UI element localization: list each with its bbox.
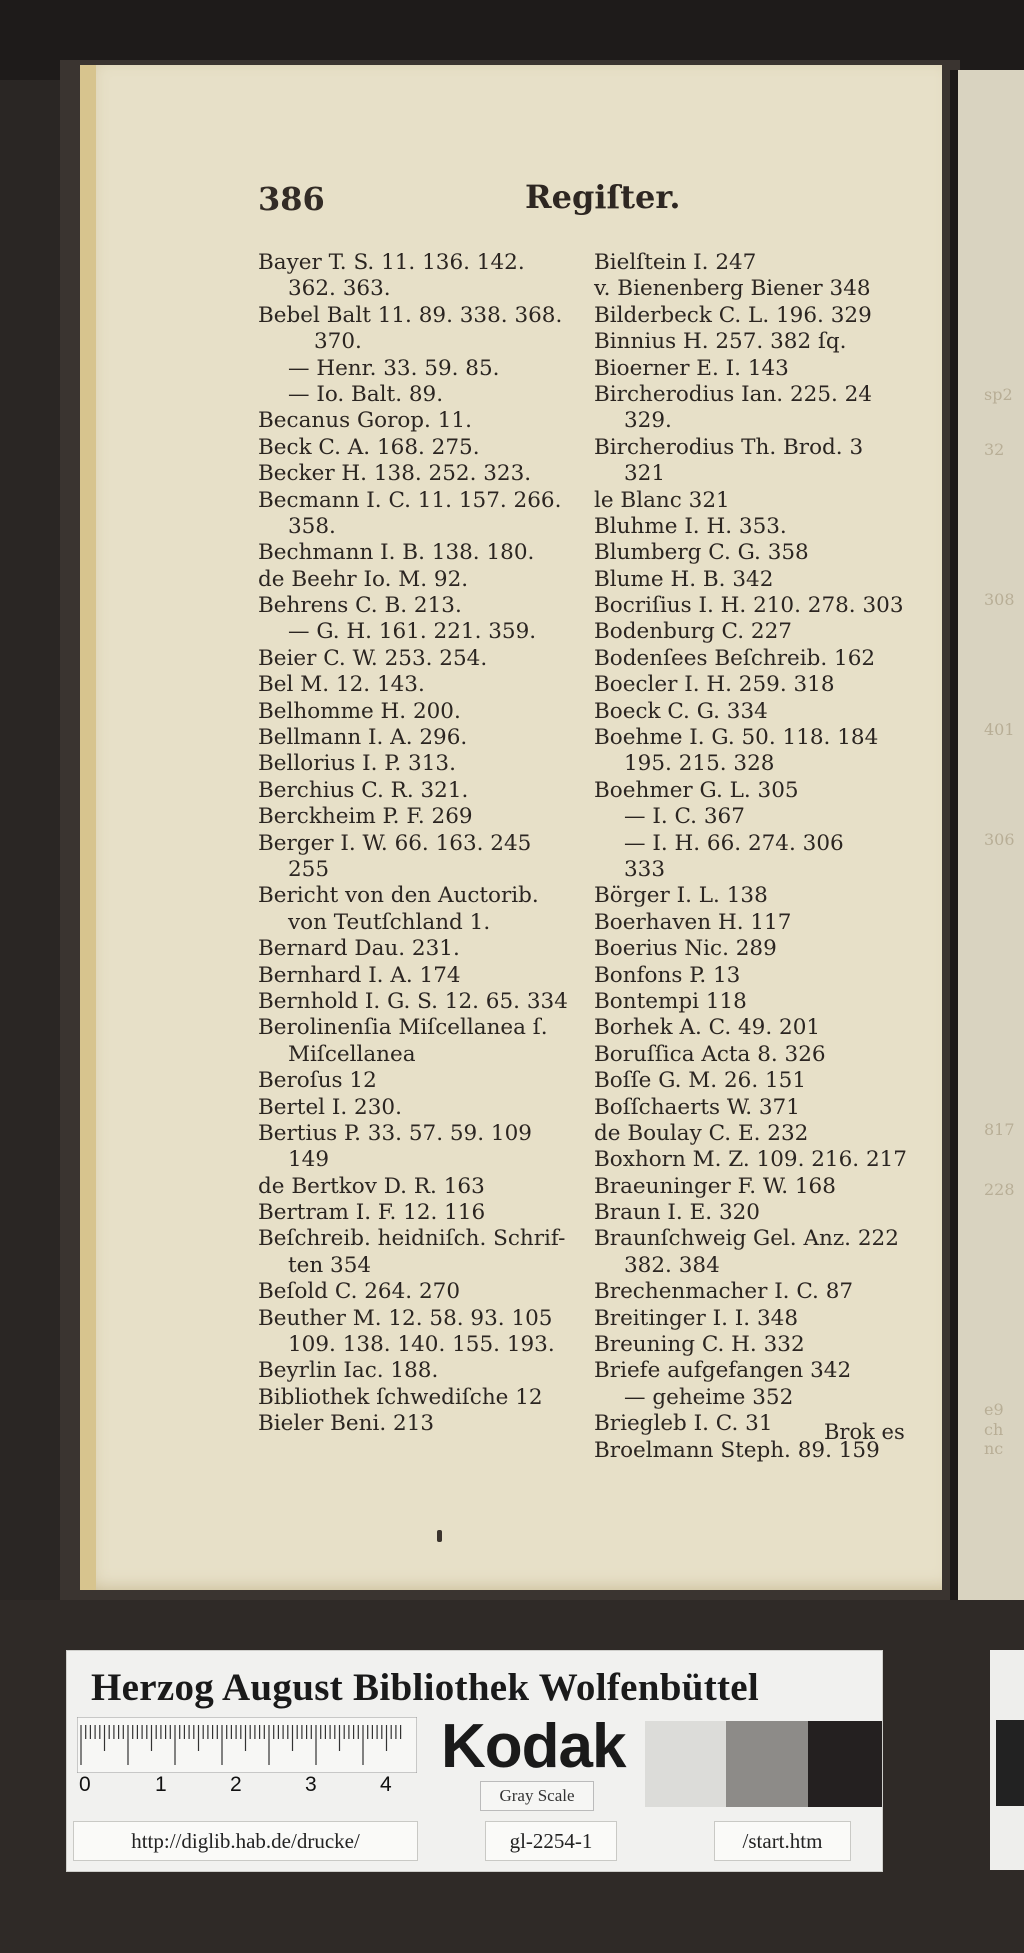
index-entry: Bioerner E. I. 143	[594, 355, 789, 381]
index-entry: le Blanc 321	[594, 487, 730, 513]
gray-swatch-dark	[996, 1720, 1024, 1806]
index-entry: Beroſus 12	[258, 1068, 377, 1094]
index-entry: 329.	[624, 408, 672, 434]
index-entry: de Bertkov D. R. 163	[258, 1173, 485, 1199]
index-entry: Bodenburg C. 227	[594, 619, 792, 645]
index-entry: Boehme I. G. 50. 118. 184	[594, 725, 879, 751]
index-entry: Berolinenſia Miſcellanea ſ.	[258, 1015, 548, 1041]
index-entry: Broelmann Steph. 89. 159	[594, 1437, 880, 1463]
index-entry: Berchius C. R. 321.	[258, 777, 469, 803]
ghost-text: 817	[984, 1120, 1015, 1139]
index-entry: Boeck C. G. 334	[594, 698, 768, 724]
index-entry: Bibliothek ſchwediſche 12	[258, 1384, 543, 1410]
index-entry: Blumberg C. G. 358	[594, 540, 809, 566]
gray-swatch-light	[645, 1721, 726, 1807]
index-entry: Beſchreib. heidniſch. Schrif-	[258, 1226, 566, 1252]
index-entry: — G. H. 161. 221. 359.	[288, 619, 537, 645]
index-entry: Boſſe G. M. 26. 151	[594, 1068, 807, 1094]
index-entry: Bayer T. S. 11. 136. 142.	[258, 250, 525, 275]
ghost-text: e9	[984, 1400, 1004, 1419]
index-entry: Bodenſees Beſchreib. 162	[594, 645, 876, 671]
index-entry: — Henr. 33. 59. 85.	[288, 355, 500, 381]
index-entry: — Io. Balt. 89.	[288, 381, 444, 407]
index-entry: 358.	[288, 513, 336, 539]
page-gutter	[950, 70, 958, 1600]
index-entry: Bircherodius Ian. 225. 24	[594, 381, 873, 407]
index-entry: 109. 138. 140. 155. 193.	[288, 1332, 555, 1358]
index-entry: Beſold C. 264. 270	[258, 1279, 460, 1305]
page-number: 386	[258, 180, 325, 218]
index-entry: Boerhaven H. 117	[594, 909, 792, 935]
ghost-text: 306	[984, 830, 1015, 849]
ruler-number: 1	[155, 1773, 167, 1796]
index-entry: Bertel I. 230.	[258, 1094, 402, 1120]
index-entry: Bellorius I. P. 313.	[258, 751, 456, 777]
page-title: Regiſter.	[525, 178, 681, 216]
index-entry: Bertius P. 33. 57. 59. 109	[258, 1120, 532, 1146]
ghost-text: sp2	[984, 385, 1013, 404]
adjacent-page-strip	[950, 70, 1024, 1600]
index-entry: Borhek A. C. 49. 201	[594, 1015, 821, 1041]
index-entry: — geheime 352	[624, 1384, 794, 1410]
index-entry: Beck C. A. 168. 275.	[258, 434, 480, 460]
index-entry: Bernhard I. A. 174	[258, 962, 461, 988]
url-base: http://diglib.hab.de/drucke/	[73, 1821, 418, 1861]
index-entry: 362. 363.	[288, 276, 391, 302]
index-entry: Bilderbeck C. L. 196. 329	[594, 302, 872, 328]
index-entry: — I. C. 367	[624, 804, 745, 830]
ink-mark	[437, 1530, 442, 1542]
index-entry: Bontempi 118	[594, 988, 747, 1014]
index-entry: Briefe aufgefangen 342	[594, 1358, 852, 1384]
ghost-text: 308	[984, 590, 1015, 609]
ruler-number: 4	[380, 1773, 392, 1796]
index-entry: Becmann I. C. 11. 157. 266.	[258, 487, 562, 513]
index-entry: 149	[288, 1147, 330, 1173]
index-entry: Bieler Beni. 213	[258, 1411, 435, 1437]
index-entry: Boecler I. H. 259. 318	[594, 672, 835, 698]
index-entry: Bellmann I. A. 296.	[258, 725, 468, 751]
index-entry: Binnius H. 257. 382 ſq.	[594, 329, 847, 355]
index-entry: Boſſchaerts W. 371	[594, 1094, 800, 1120]
ruler-number: 3	[305, 1773, 317, 1796]
index-entry: Bertram I. F. 12. 116	[258, 1200, 486, 1226]
gray-scale-label: Gray Scale	[480, 1781, 594, 1811]
index-entry: Bocriſius I. H. 210. 278. 303	[594, 593, 904, 619]
index-entry: 255	[288, 856, 330, 882]
index-entry: Braun I. E. 320	[594, 1200, 760, 1226]
index-entry: Briegleb I. C. 31	[594, 1411, 773, 1437]
index-entry: — I. H. 66. 274. 306	[624, 830, 844, 856]
index-entry: Boerius Nic. 289	[594, 936, 777, 962]
color-target-card	[66, 1650, 883, 1872]
index-entry: 370.	[314, 329, 362, 355]
index-entry: Breuning C. H. 332	[594, 1332, 805, 1358]
index-entry: Bluhme I. H. 353.	[594, 513, 787, 539]
library-name: Herzog August Bibliothek Wolfenbüttel	[91, 1666, 760, 1709]
index-entry: Belhomme H. 200.	[258, 698, 461, 724]
index-entry: Bernard Dau. 231.	[258, 936, 460, 962]
index-entry: Beuther M. 12. 58. 93. 105	[258, 1305, 553, 1331]
index-entry: Blume H. B. 342	[594, 566, 774, 592]
index-entry: de Beehr Io. M. 92.	[258, 566, 469, 592]
index-entry: 333	[624, 856, 666, 882]
index-entry: Bircherodius Th. Brod. 3	[594, 434, 864, 460]
ghost-text: 228	[984, 1180, 1015, 1199]
ghost-text: ch nc	[984, 1420, 1004, 1458]
index-entry: Bonfons P. 13	[594, 962, 741, 988]
index-entry: Beier C. W. 253. 254.	[258, 645, 488, 671]
index-entry: Berger I. W. 66. 163. 245	[258, 830, 532, 856]
index-entry: Bericht von den Auctorib.	[258, 883, 539, 909]
index-entry: 321	[624, 461, 666, 487]
index-entry: Brechenmacher I. C. 87	[594, 1279, 854, 1305]
index-entry: v. Bienenberg Biener 348	[594, 276, 871, 302]
index-entry: Miſcellanea	[288, 1041, 416, 1067]
url-shelfmark: gl-2254-1	[485, 1821, 617, 1861]
index-entry: 195. 215. 328	[624, 751, 775, 777]
ghost-text: 32	[984, 440, 1005, 459]
adjacent-target-card	[990, 1650, 1024, 1870]
ghost-text: 401	[984, 720, 1015, 739]
page-binding-edge	[80, 65, 96, 1590]
index-entry: Bernhold I. G. S. 12. 65. 334	[258, 988, 568, 1014]
gray-swatch-dark	[808, 1721, 882, 1807]
index-entry: Breitinger I. I. 348	[594, 1305, 798, 1331]
index-entry: Bel M. 12. 143.	[258, 672, 425, 698]
catchword: Brok es	[824, 1420, 905, 1444]
index-entry: ten 354	[288, 1252, 372, 1278]
index-entry: Boruſſica Acta 8. 326	[594, 1041, 826, 1067]
index-entry: Börger I. L. 138	[594, 883, 768, 909]
url-start: /start.htm	[714, 1821, 851, 1861]
ruler-scale	[77, 1717, 417, 1773]
index-entry: Bebel Balt 11. 89. 338. 368.	[258, 302, 563, 328]
ruler-number: 2	[230, 1773, 242, 1796]
index-entry: Braeuninger F. W. 168	[594, 1173, 836, 1199]
index-entry: Berckheim P. F. 269	[258, 804, 473, 830]
index-entry: von Teutſchland 1.	[288, 909, 491, 935]
index-entry: Braunſchweig Gel. Anz. 222	[594, 1226, 899, 1252]
index-entry: 382. 384	[624, 1252, 720, 1278]
kodak-logo: Kodak	[441, 1712, 626, 1781]
index-entry: Bielſtein I. 247	[594, 250, 757, 275]
index-entry: Bechmann I. B. 138. 180.	[258, 540, 535, 566]
ruler-numbers	[77, 1773, 417, 1799]
index-entry: Becker H. 138. 252. 323.	[258, 461, 532, 487]
index-entry: Boxhorn M. Z. 109. 216. 217	[594, 1147, 907, 1173]
index-entry: Behrens C. B. 213.	[258, 593, 462, 619]
index-entry: de Boulay C. E. 232	[594, 1120, 809, 1146]
index-entry: Boehmer G. L. 305	[594, 777, 799, 803]
index-entry: Beyrlin Iac. 188.	[258, 1358, 439, 1384]
gray-swatch-mid	[726, 1721, 808, 1807]
index-entry: Becanus Gorop. 11.	[258, 408, 472, 434]
index-column-left	[258, 250, 578, 1438]
index-column-right	[594, 250, 912, 1464]
ruler-number: 0	[79, 1773, 91, 1796]
